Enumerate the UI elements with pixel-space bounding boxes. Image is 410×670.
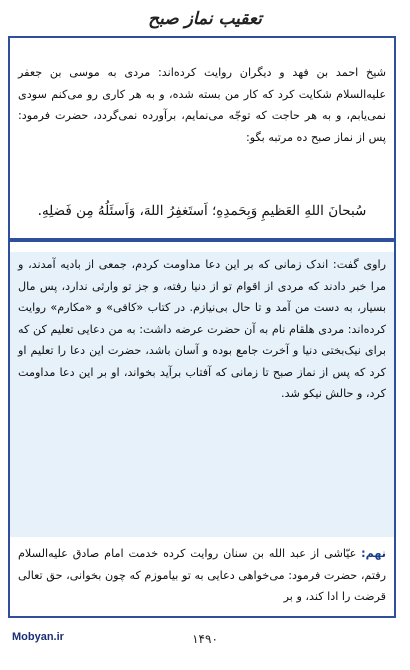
page-number: ۱۴۹۰ <box>192 632 218 646</box>
section-separator <box>10 238 394 242</box>
prayer-text: سُبحانَ اللهِ العَظیمِ وَبِحَمدِهِ؛ اَستَغفِرُ اللهَ، وَاَسئَلُهُ مِن فَضلِهِ. <box>37 203 367 219</box>
paragraph-label: نهم: <box>361 547 386 560</box>
paragraph-top: شیخ احمد بن فهد و دیگران روایت کرده‌اند: مردی به موسی بن جعفر علیه‌السلام شکایت کرد که کار من بسته شده، و به هر کاری رو می‌کنم سودی نمی‌یابم، و به هر حاجت که توجّه می‌نمایم، برآورده نمی‌گردد، حضرت فرمود: پس از نماز صبح ده مرتبه بگو: <box>10 60 394 238</box>
paragraph-mid: راوی گفت: اندک زمانی که بر این دعا مداومت کردم، جمعی از بادیه آمدند، و مرا خبر دادند که مردی از اقوام تو از دنیا رفته، و جز تو وارثی ندارد، پس مال بسیار، به دست من آمد و تا حال بی‌نیازم. در کتاب «کافی» و «مکارم» روایت کرده‌اند: مردی هلقام نام به آن حضرت عرضه داشت: به من دعایی تعلیم کن که برای نیک‌بختی دنیا و آخرت جامع بوده و آسان باشد، حضرت این دعا را تعلیم او کرد که پس از نماز صبح تا زمانی که آفتاب برآید بخواند، او بر این دعا مداومت کرد، و حالش نیکو شد. <box>10 252 394 537</box>
page-title: تعقیب نماز صبح <box>148 9 262 29</box>
site-brand-link[interactable]: Mobyan.ir <box>12 631 64 643</box>
paragraph-bottom-text: عیّاشی از عبد الله بن سنان روایت کرده خدمت امام صادق علیه‌السلام رفتم، حضرت فرمود: می‌خواهی دعایی به تو بیاموزم که چون بخوانی، حق تعالی قرضت را ادا کند، و بر <box>18 547 386 603</box>
paragraph-bottom <box>10 541 394 615</box>
